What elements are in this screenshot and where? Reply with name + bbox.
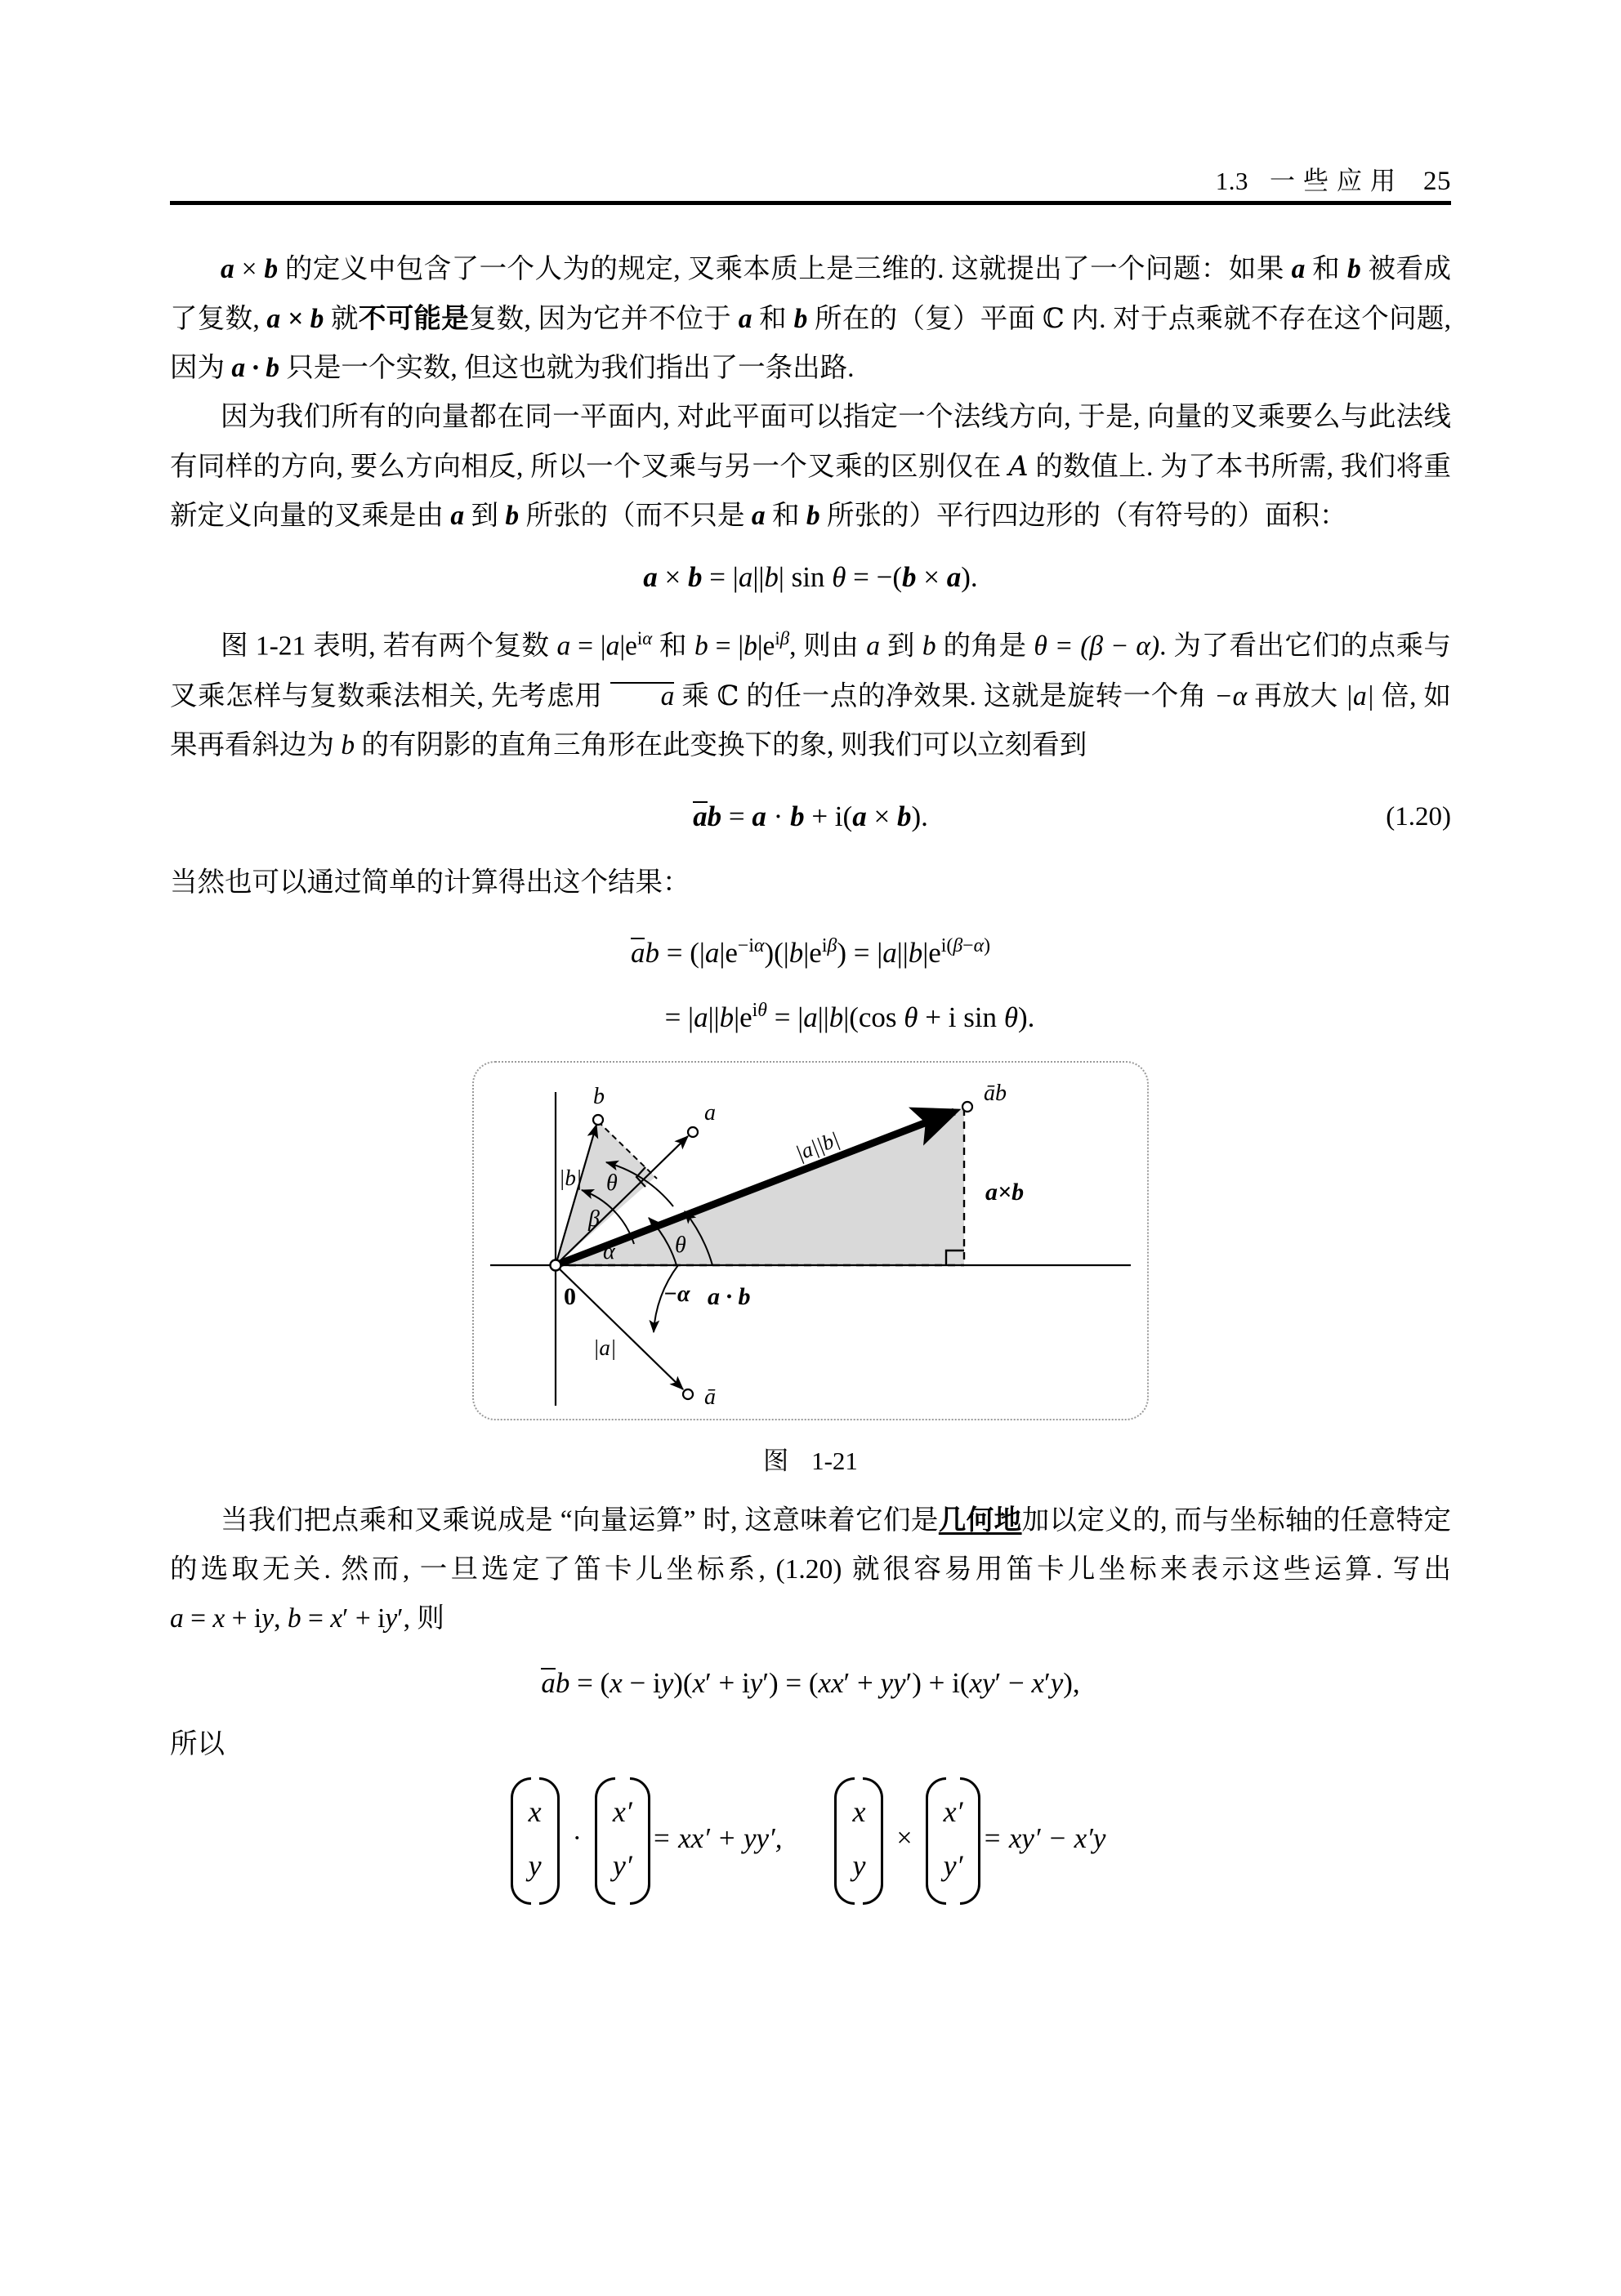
figure-caption-label: 图 <box>763 1446 791 1475</box>
page-content <box>170 245 1451 1900</box>
figure-caption-number: 1-21 <box>811 1446 858 1475</box>
label-origin: 0 <box>564 1282 576 1310</box>
point-a <box>688 1127 698 1137</box>
point-a-bar <box>683 1389 693 1399</box>
inline-math-a-4: a <box>751 501 766 531</box>
label-dot-product: a · b <box>708 1282 751 1310</box>
matrix-cell-x-2: x <box>852 1794 866 1828</box>
paragraph-4: 当然也可以通过简单的计算得出这个结果： <box>170 867 690 898</box>
p1-text-2: 和 <box>1305 254 1347 284</box>
p2-text-6: 所张的）平行四边形的（有符号的）面积： <box>819 501 1347 531</box>
p2-text-3: 到 <box>464 501 506 531</box>
inline-math-abs-a: |a| <box>1345 680 1374 711</box>
equation-1-20: ab = a · b + i(a × b). (1.20) <box>170 791 1451 842</box>
page-number: 25 <box>1423 167 1451 196</box>
paragraph-1: a × b 的定义中包含了一个人为的规定, 叉乘本质上是三维的. 这就提出了一个问题：如果 a 和 b 被看成了复数, a × b 就不可能是复数, 因为它并不位于 a 和 b 所在的（复）平面 ℂ 内. 对于点乘就不存在这个问题, 因为 a · b 只是一个实数, 但这也就为我们指出了一条出路. <box>170 254 1452 383</box>
label-a-bar: ā <box>704 1384 716 1410</box>
inline-math-neg-alpha: −α <box>1214 680 1248 711</box>
matrix-xy-dot-right <box>596 1777 649 1900</box>
label-mag-b: |b| <box>559 1165 583 1190</box>
label-a: a <box>704 1099 716 1126</box>
equation-cartesian: ab = (x − iy)(x′ + iy′) = (xx′ + yy′) + i(xy′ − x′y), <box>541 1666 1080 1699</box>
equation-tag-1-20: (1.20) <box>1386 801 1451 831</box>
p3-text-4: 到 <box>880 631 922 662</box>
p3-text-5: 的角是 <box>936 631 1034 662</box>
matrix-xy-cross-right <box>927 1777 980 1900</box>
running-head <box>170 160 1451 197</box>
label-theta-large: θ <box>675 1232 686 1258</box>
p2-text-2: 的数值上. 为了本书所需, 我们将重新定义向量的叉乘是由 <box>170 452 1451 531</box>
matrix-cell-xp-1: x′ <box>612 1794 632 1828</box>
paragraph-6: 所以 <box>170 1728 225 1759</box>
inline-math-script-A: A <box>1008 450 1029 482</box>
p5-text-1: 当我们把点乘和叉乘说成是 “向量运算” 时, 这意味着它们是 <box>221 1505 939 1536</box>
p1-text-8: 内. 对于点乘就不存在这个问题, 因为 <box>170 304 1452 383</box>
p3-text-10: 倍, 如果再看斜边为 <box>170 680 1452 760</box>
equation-matrix-forms <box>170 1777 1451 1900</box>
p3-text-11: 的有阴影的直角三角形在此变换下的象, 则我们可以立刻看到 <box>355 729 1087 760</box>
p1-text-9: 只是一个实数, 但这也就为我们指出了一条出路. <box>279 353 855 383</box>
inline-math-b-1: b <box>1347 254 1361 284</box>
p1-text-7: 所在的（复）平面 <box>807 304 1043 334</box>
label-beta: β <box>588 1206 600 1232</box>
matrix-cell-y-2: y <box>852 1848 866 1882</box>
figure-1-21-svg <box>474 1063 1147 1419</box>
p1-text-3: 被看成了复数, <box>170 254 1451 334</box>
inline-math-a-2: a <box>738 304 752 334</box>
label-theta-small: θ <box>606 1170 618 1196</box>
label-mag-ab: |a||b| <box>792 1126 843 1166</box>
inline-math-theta-def: θ = (β − α) <box>1034 631 1160 662</box>
matrix-cell-xp-2: x′ <box>943 1794 963 1828</box>
matrix-xy-dot-left <box>512 1777 558 1900</box>
matrix-cell-yp-2: y′ <box>943 1848 963 1882</box>
equation-calculation-line-1: ab = $(|a|e^{-i\alpha})(|b|e^{i\beta}) = |a||b|e^{i(\beta-\alpha)}$ <box>630 934 991 969</box>
matrix-cell-x-1: x <box>528 1794 542 1828</box>
figure-caption <box>170 1440 1451 1477</box>
dot-product-result: = xx′ + yy′, <box>651 1821 783 1854</box>
p5-text-2: 加以定义的, 而与坐标轴的任意特定的选取无关. 然而, 一旦选定了笛卡儿坐标系, (1.20) 就很容易用笛卡儿坐标来表示这些运算. 写出 <box>170 1505 1452 1585</box>
equation-calculation-line-2: = $|a||b|e^{i\theta} = |a||b|(\cos$ θ + i sin θ). <box>664 999 1035 1033</box>
p5-emphasis: 几何地 <box>938 1505 1022 1536</box>
inline-math-complex-plane-2: ℂ <box>717 679 739 711</box>
p2-text-5: 和 <box>765 501 806 531</box>
p2-text-4: 所张的（而不只是 <box>519 501 752 531</box>
point-b <box>593 1115 603 1125</box>
inline-math-complex-plane-1: ℂ <box>1043 302 1065 334</box>
p5-text-3: , 则 <box>403 1603 444 1634</box>
inline-math-a-1: a <box>1291 254 1306 284</box>
label-mag-a: |a| <box>593 1335 617 1360</box>
p1-text-1: 的定义中包含了一个人为的规定, 叉乘本质上是三维的. 这就提出了一个问题：如果 <box>278 254 1292 284</box>
paragraph-2 <box>170 393 1451 541</box>
header-section-title: 一些应用 <box>1270 167 1404 195</box>
p1-text-4: 就 <box>324 304 359 334</box>
p3-text-7: 乘 <box>674 680 717 711</box>
p2-text-1: 因为我们所有的向量都在同一平面内, 对此平面可以指定一个法线方向, 于是, 向量的叉乘要么与此法线有同样的方向, 要么方向相反, 所以一个叉乘与另一个叉乘的区别仅在 <box>170 402 1451 482</box>
inline-math-a-3: a <box>450 501 465 531</box>
matrix-cell-yp-1: y′ <box>612 1848 632 1882</box>
p3-text-1: 表明, 若有两个复数 <box>306 631 557 662</box>
p3-text-3: , 则由 <box>789 631 867 662</box>
equation-calculation <box>170 917 1451 1046</box>
inline-math-axb-2: a × b <box>266 304 324 334</box>
label-cross-product: a×b <box>985 1178 1025 1206</box>
point-origin <box>551 1259 561 1270</box>
paragraph-3: 图 1-21 表明, 若有两个复数 $a = |a|e^{i\alpha}$ 和 $b = |b|e^{i\beta}$, 则由 a 到 b 的角是 θ = (β − α). 为了看出它们的点乘与叉乘怎样与复数乘法相关, 先考虑用 a 乘 ℂ 的任一点的净效果. 这就是旋转一个角 −α 再放大 |a| 倍, 如果再看斜边为 b 的有阴影的直角三角形在此变换下的象, 则我们可以立刻看到 <box>170 628 1452 760</box>
p1-text-6: 和 <box>752 304 794 334</box>
inline-math-b-2: b <box>793 304 808 334</box>
p3-text-6: . 为了看出它们的点乘与叉乘怎样与复数乘法相关, 先考虑用 <box>170 631 1452 711</box>
cross-product-result: = xy′ − x′y <box>982 1821 1106 1854</box>
label-b: b <box>593 1083 605 1109</box>
figure-1-21 <box>472 1061 1149 1420</box>
paragraph-5: 当我们把点乘和叉乘说成是 “向量运算” 时, 这意味着它们是几何地加以定义的, 而与坐标轴的任意特定的选取无关. 然而, 一旦选定了笛卡儿坐标系, (1.20) 就很容易用笛卡儿坐标来表示这些运算. 写出 a = x + iy, b = x′ + iy′, 则 <box>170 1505 1452 1634</box>
inline-math-b-3: b <box>505 501 520 531</box>
label-neg-alpha: −α <box>663 1281 690 1307</box>
figure-1-21-wrapper <box>170 1061 1451 1420</box>
p1-emphasis: 不可能是 <box>358 304 469 334</box>
p3-text-8: 的任一点的净效果. 这就是旋转一个角 <box>739 680 1215 711</box>
point-a-bar-b <box>962 1102 972 1112</box>
header-section-number: 1.3 <box>1215 167 1248 195</box>
p3-text-2: 和 <box>652 631 694 662</box>
header-rule <box>170 201 1451 205</box>
inline-math-axb-1: a <box>221 254 234 284</box>
matrix-xy-cross-left <box>836 1777 882 1900</box>
dot-operator: · <box>572 1822 582 1853</box>
cross-operator: × <box>896 1822 913 1853</box>
label-a-bar-b: āb <box>984 1080 1007 1106</box>
p1-text-5: 复数, 因为它并不位于 <box>468 304 739 334</box>
matrix-cell-y-1: y <box>528 1848 542 1882</box>
p3-figure-ref: 图 1-21 <box>221 631 306 662</box>
inline-math-b-4: b <box>806 501 820 531</box>
label-alpha: α <box>603 1238 615 1264</box>
equation-cross-product-definition: a × b = |a||b| sin θ = −(b × a). <box>643 561 978 593</box>
inline-math-adotb: a · b <box>231 353 279 383</box>
p3-text-9: 再放大 <box>1247 680 1346 711</box>
